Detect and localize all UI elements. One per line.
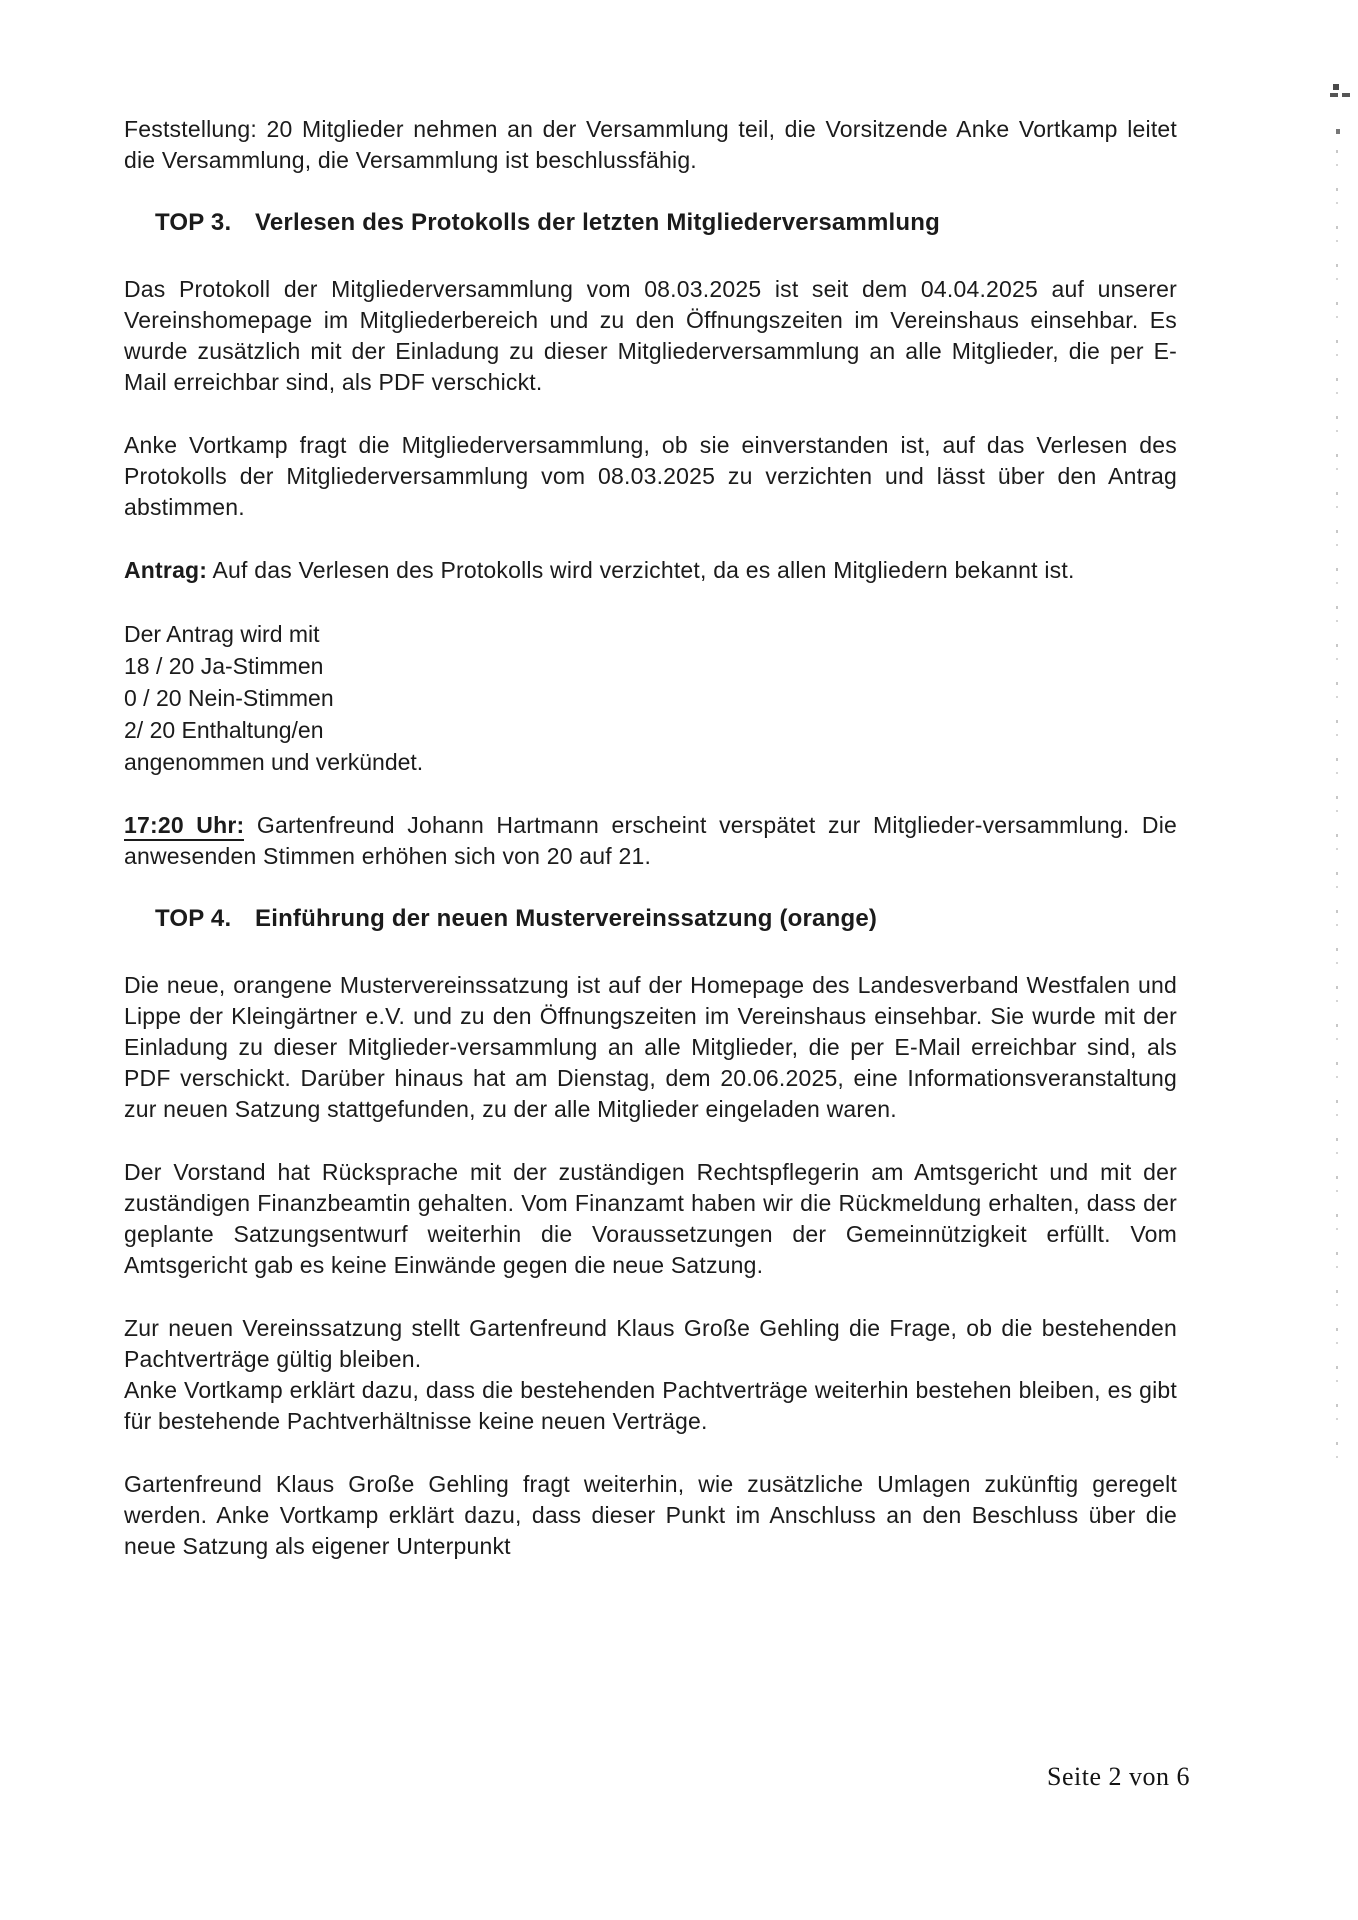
paragraph-vorstand: Der Vorstand hat Rücksprache mit der zuständigen Rechtspflegerin am Amtsgericht und mit der zuständigen Finanzbeamtin gehalten. Vom Finanzamt haben wir die Rückmeldung erhalten, dass der geplante Satzungsentwurf weiterhin die Voraussetzungen der Gemeinnützigkeit erfüllt. Vom Amtsgericht gab es keine Einwände gegen die neue Satzung.: [124, 1159, 1177, 1278]
paragraph-satzung: Die neue, orangene Mustervereinssatzung ist auf der Homepage des Landesverband Westfalen und Lippe der Kleingärtner e.V. und zu den Öffnungszeiten im Vereinshaus einsehbar. Sie wurde mit der Einladung zu dieser Mitglieder-versammlung an alle Mitglieder, die per E-Mail erreichbar sind, als PDF verschickt. Darüber hinaus hat am Dienstag, dem 20.06.2025, eine Informationsveranstaltung zur neuen Satzung stattgefunden, zu der alle Mitglieder eingeladen waren.: [124, 972, 1177, 1122]
top4-number: TOP 4.: [155, 905, 232, 932]
pacht-antwort: Anke Vortkamp erklärt dazu, dass die bestehenden Pachtverträge weiterhin bestehen bleiben, es gibt für bestehende Pachtverhältnisse keine neuen Verträge.: [124, 1377, 1177, 1434]
scan-artifact-small-dot: [1336, 129, 1340, 134]
top4-title: Einführung der neuen Mustervereinssatzung (orange): [255, 905, 878, 932]
abstimmung-enthaltung: 2/ 20 Enthaltung/en: [124, 717, 324, 743]
abstimmung-block: [124, 618, 1177, 778]
scan-artifact-dash: [1330, 93, 1352, 97]
paragraph-feststellung: Feststellung: 20 Mitglieder nehmen an der Versammlung teil, die Vorsitzende Anke Vortkamp leitet die Versammlung, die Versammlung ist beschlussfähig.: [124, 116, 1177, 173]
zeitvermerk-text: Gartenfreund Johann Hartmann erscheint verspätet zur Mitglieder-versammlung. Die anwesenden Stimmen erhöhen sich von 20 auf 21.: [124, 812, 1178, 869]
paragraph-zeitvermerk: [124, 810, 1177, 872]
top3-number: TOP 3.: [155, 209, 232, 236]
paragraph-frage-verlesen: Anke Vortkamp fragt die Mitgliederversammlung, ob sie einverstanden ist, auf das Verlesen des Protokolls der Mitgliederversammlung vom 08.03.2025 zu verzichten und lässt über den Antrag abstimmen.: [124, 432, 1177, 520]
abstimmung-result: angenommen und verkündet.: [124, 749, 424, 775]
antrag-text: Auf das Verlesen des Protokolls wird verzichtet, da es allen Mitgliedern bekannt ist.: [207, 557, 1075, 583]
zeitvermerk-label: 17:20 Uhr:: [124, 812, 244, 841]
heading-top4: [155, 904, 1177, 934]
top3-title: Verlesen des Protokolls der letzten Mitgliederversammlung: [255, 209, 940, 236]
abstimmung-nein: 0 / 20 Nein-Stimmen: [124, 685, 334, 711]
pacht-frage: Zur neuen Vereinssatzung stellt Gartenfreund Klaus Große Gehling die Frage, ob die bestehenden Pachtverträge gültig bleiben.: [124, 1315, 1177, 1372]
paragraph-antrag: [124, 555, 1177, 586]
scan-artifact-dot: [1333, 84, 1339, 90]
paragraph-umlagen: Gartenfreund Klaus Große Gehling fragt weiterhin, wie zusätzliche Umlagen zukünftig geregelt werden. Anke Vortkamp erklärt dazu, dass dieser Punkt im Anschluss an den Beschluss über die neue Satzung als eigener Unterpunkt: [124, 1471, 1177, 1559]
document-body: [124, 114, 1177, 1594]
paragraph-pachtvertraege: [124, 1313, 1177, 1437]
page-number: Seite 2 von 6: [1047, 1762, 1190, 1791]
scan-artifact-dotted-line: [1336, 150, 1338, 1480]
abstimmung-ja: 18 / 20 Ja-Stimmen: [124, 653, 324, 679]
paragraph-protokoll: Das Protokoll der Mitgliederversammlung vom 08.03.2025 ist seit dem 04.04.2025 auf unserer Vereinshomepage im Mitgliederbereich und zu den Öffnungszeiten im Vereinshaus einsehbar. Es wurde zusätzlich mit der Einladung zu dieser Mitgliederversammlung an alle Mitglieder, die per E-Mail erreichbar sind, als PDF verschickt.: [124, 276, 1177, 395]
abstimmung-intro: Der Antrag wird mit: [124, 621, 320, 647]
heading-top3: [155, 208, 1177, 238]
antrag-label: Antrag:: [124, 557, 208, 583]
